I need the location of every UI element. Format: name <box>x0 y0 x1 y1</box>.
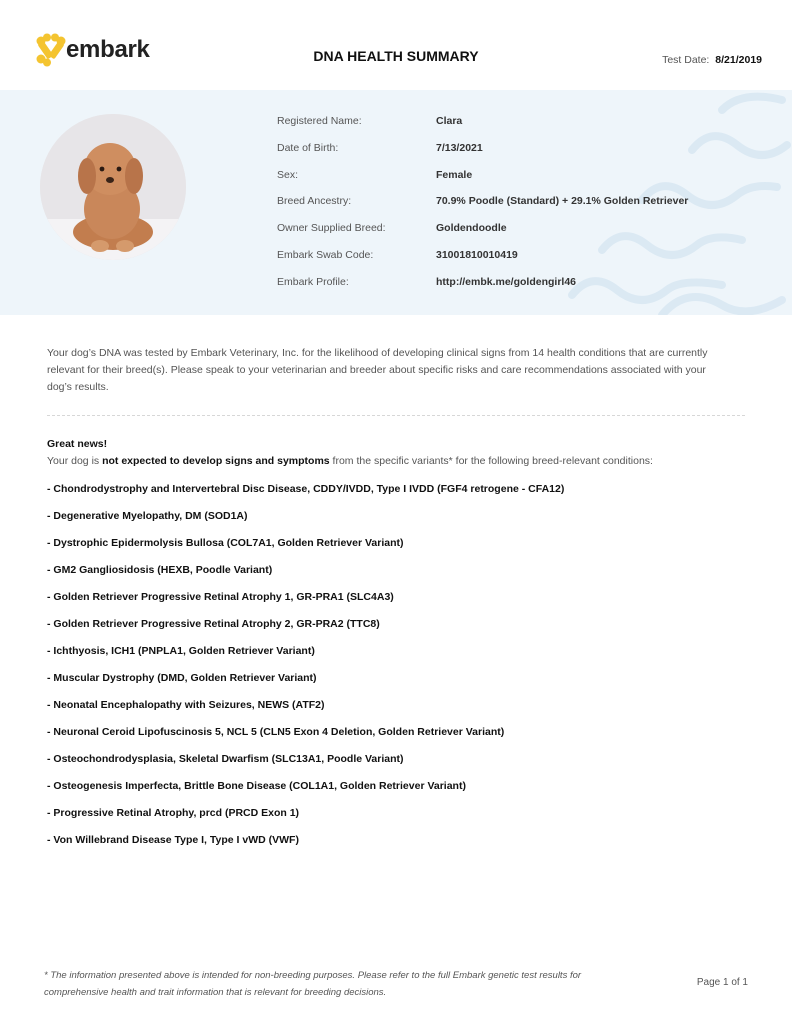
list-item: - Progressive Retinal Atrophy, prcd (PRCD Exon 1) <box>47 807 300 819</box>
info-value: Goldendoodle <box>436 222 507 235</box>
lead-text-start: Your dog is <box>47 455 100 467</box>
test-date-value: 8/21/2019 <box>715 54 762 66</box>
info-row-swab-code <box>277 248 747 275</box>
profile-band <box>0 90 792 315</box>
profile-link[interactable]: http://embk.me/goldengirl46 <box>436 275 577 288</box>
info-label: Date of Birth: <box>277 141 339 154</box>
info-label: Sex: <box>277 168 299 181</box>
lead-text-bold: not expected to develop signs and symptoms <box>102 455 330 467</box>
info-row-profile-link <box>277 275 747 302</box>
info-label: Registered Name: <box>277 115 362 127</box>
list-item: - GM2 Gangliosidosis (HEXB, Poodle Variant) <box>47 564 273 576</box>
list-item: - Golden Retriever Progressive Retinal Atrophy 1, GR-PRA1 (SLC4A3) <box>47 591 394 603</box>
page-title: DNA HEALTH SUMMARY <box>313 48 479 64</box>
list-item: - Chondrodystrophy and Intervertebral Disc Disease, CDDY/IVDD, Type I IVDD (FGF4 retrogene - CFA12) <box>47 483 565 495</box>
list-item: - Neuronal Ceroid Lipofuscinosis 5, NCL 5 (CLN5 Exon 4 Deletion, Golden Retriever Variant) <box>47 726 505 738</box>
section-divider <box>47 415 745 416</box>
results-lead <box>47 455 653 467</box>
dog-photo <box>40 114 186 260</box>
info-label: Embark Profile: <box>277 275 349 288</box>
list-item: - Von Willebrand Disease Type I, Type I vWD (VWF) <box>47 834 299 846</box>
footnote: * The information presented above is intended for non-breeding purposes. Please refer to the full Embark genetic test results for comprehensive health and trait information that is relevant for breeding decisions. <box>44 970 582 998</box>
list-item: - Golden Retriever Progressive Retinal Atrophy 2, GR-PRA2 (TTC8) <box>47 618 380 630</box>
intro-paragraph: Your dog’s DNA was tested by Embark Veterinary, Inc. for the likelihood of developing clinical signs from 14 health conditions that are currently relevant for their breed(s). Please speak to your veterinarian and breeder about specific risks and care recommendations associated with your dog’s results. <box>47 347 708 393</box>
info-row-sex <box>277 168 747 195</box>
info-value: 7/13/2021 <box>436 141 483 154</box>
info-value: Female <box>436 168 473 181</box>
info-row-owner-breed <box>277 221 747 248</box>
profile-info <box>277 114 747 302</box>
list-item: - Degenerative Myelopathy, DM (SOD1A) <box>47 510 248 522</box>
list-item: - Neonatal Encephalopathy with Seizures, NEWS (ATF2) <box>47 699 325 711</box>
page-number: Page 1 of 1 <box>696 977 748 988</box>
lead-text-end: from the specific variants* for the following breed-relevant conditions: <box>332 455 653 467</box>
info-label: Owner Supplied Breed: <box>277 222 386 235</box>
dog-photo-icon <box>40 114 186 260</box>
results-headline: Great news! <box>47 438 108 450</box>
logo-text: embark <box>66 36 150 63</box>
info-row-date-of-birth <box>277 141 747 168</box>
list-item: - Dystrophic Epidermolysis Bullosa (COL7A1, Golden Retriever Variant) <box>47 537 404 549</box>
test-date <box>662 54 762 66</box>
list-item: - Muscular Dystrophy (DMD, Golden Retriever Variant) <box>47 672 317 684</box>
info-value: 31001810010419 <box>436 248 518 261</box>
info-value: 70.9% Poodle (Standard) + 29.1% Golden Retriever <box>436 195 689 208</box>
test-date-label: Test Date: <box>662 54 710 66</box>
info-label: Embark Swab Code: <box>277 248 374 261</box>
list-item: - Ichthyosis, ICH1 (PNPLA1, Golden Retriever Variant) <box>47 645 315 657</box>
info-row-registered-name <box>277 114 747 141</box>
info-value: Clara <box>436 115 463 127</box>
info-label: Breed Ancestry: <box>277 195 352 208</box>
info-row-breed-ancestry <box>277 194 747 221</box>
list-item: - Osteogenesis Imperfecta, Brittle Bone Disease (COL1A1, Golden Retriever Variant) <box>47 780 466 792</box>
list-item: - Osteochondrodysplasia, Skeletal Dwarfism (SLC13A1, Poodle Variant) <box>47 753 404 765</box>
page-header <box>0 0 792 90</box>
conditions-list <box>47 482 564 860</box>
